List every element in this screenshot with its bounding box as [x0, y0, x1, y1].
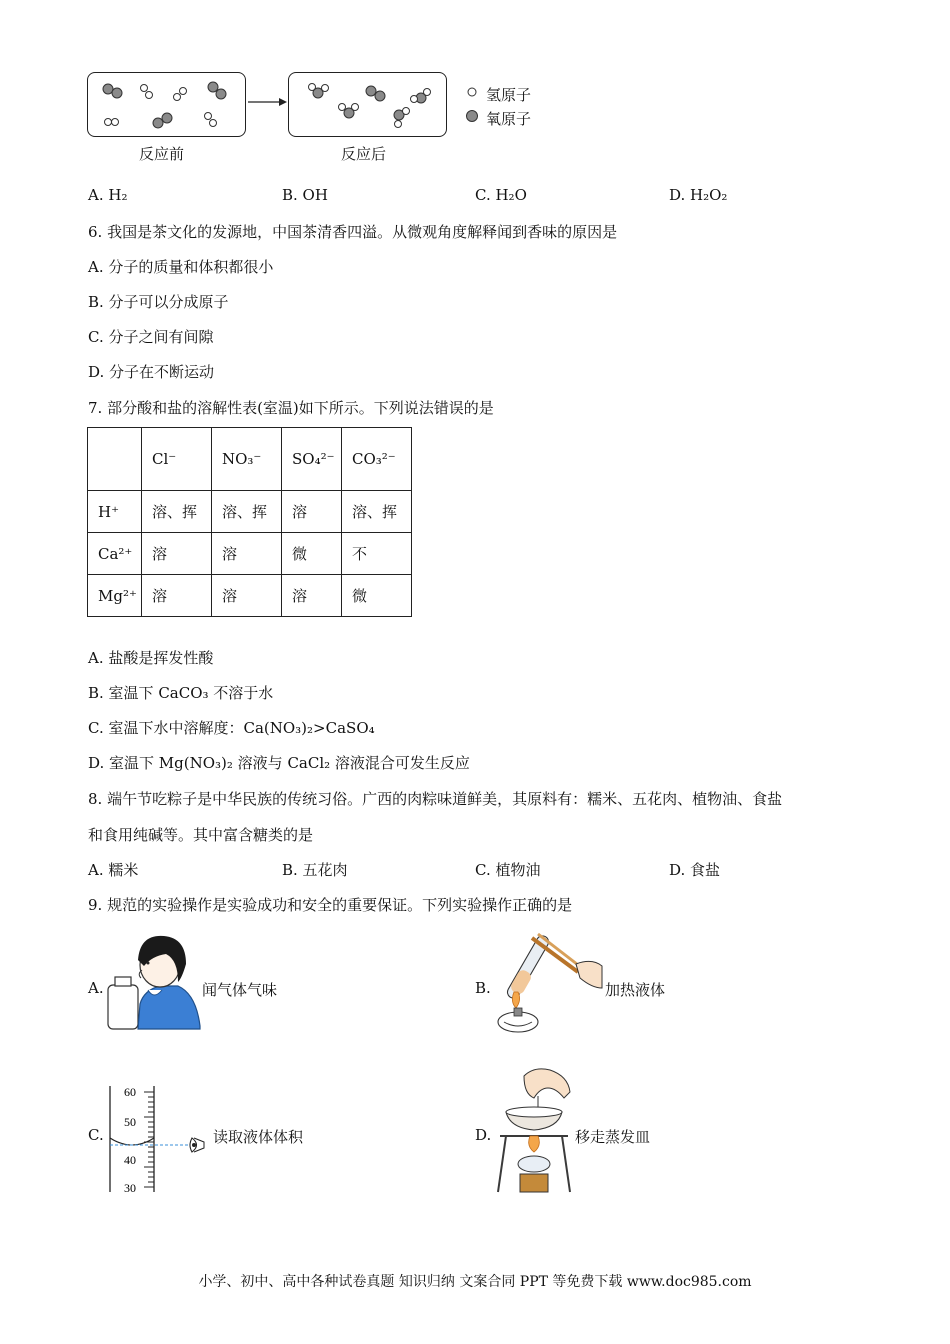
table-cell: 溶 [282, 575, 342, 617]
page-footer: 小学、初中、高中各种试卷真题 知识归纳 文案合同 PPT 等免费下载 www.doc985.com [198, 1274, 752, 1290]
table-cell: 溶、挥 [342, 491, 412, 533]
q9-option-c-letter: C. [88, 1126, 104, 1144]
table-row-header: Mg²⁺ [88, 575, 142, 617]
q6-option-d: D. 分子在不断运动 [88, 363, 215, 381]
measuring-cylinder-illustration [104, 1082, 212, 1194]
table-row-header: Ca²⁺ [88, 533, 142, 575]
water-molecule [411, 89, 431, 104]
q9-option-b-letter: B. [475, 979, 491, 997]
oxygen-molecule [103, 84, 122, 98]
table-cell: 溶、挥 [212, 491, 282, 533]
q5-option-b: B. OH [282, 186, 328, 204]
oxygen-molecule [366, 86, 385, 101]
table-corner-cell [88, 428, 142, 491]
q6-option-a: A. 分子的质量和体积都很小 [88, 258, 274, 276]
q8-option-a: A. 糯米 [88, 861, 139, 879]
before-label: 反应前 [139, 145, 185, 163]
table-cell: 溶 [212, 533, 282, 575]
table-cell: 溶 [142, 575, 212, 617]
tick-label: 30 [124, 1181, 136, 1194]
q9-option-d-letter: D. [475, 1126, 492, 1144]
table-header-cell: CO₃²⁻ [342, 428, 412, 491]
table-row [88, 533, 412, 575]
smell-gas-illustration [104, 930, 202, 1032]
q8-option-c: C. 植物油 [475, 861, 541, 879]
hydrogen-molecule [105, 119, 119, 126]
hydrogen-molecule [141, 85, 153, 99]
q9-option-d-caption: 移走蒸发皿 [575, 1128, 651, 1146]
water-molecule [394, 108, 410, 128]
table-cell: 溶 [212, 575, 282, 617]
q6-stem: 6. 我国是茶文化的发源地，中国茶清香四溢。从微观角度解释闻到香味的原因是 [88, 223, 618, 241]
oxygen-molecule [208, 82, 226, 99]
hydrogen-atom-icon [466, 86, 478, 98]
q8-option-d: D. 食盐 [669, 861, 721, 879]
q5-option-c: C. H₂O [475, 186, 527, 204]
q9-option-c-caption: 读取液体体积 [213, 1128, 304, 1146]
q7-stem: 7. 部分酸和盐的溶解性表(室温)如下所示。下列说法错误的是 [88, 399, 494, 417]
reaction-arrow [245, 96, 289, 108]
q8-option-b: B. 五花肉 [282, 861, 348, 879]
tick-label: 40 [124, 1153, 136, 1167]
q9-option-b-caption: 加热液体 [605, 981, 666, 999]
table-header-cell: Cl⁻ [142, 428, 212, 491]
water-molecule [309, 84, 329, 99]
q6-option-b: B. 分子可以分成原子 [88, 293, 229, 311]
legend-hydrogen-label: 氢原子 [486, 86, 532, 104]
q7-option-c: C. 室温下水中溶解度：Ca(NO₃)₂>CaSO₄ [88, 719, 375, 737]
table-row [88, 491, 412, 533]
q5-option-d: D. H₂O₂ [669, 186, 728, 204]
q6-option-c: C. 分子之间有间隙 [88, 328, 214, 346]
hydrogen-molecule [174, 88, 187, 101]
table-cell: 溶、挥 [142, 491, 212, 533]
q5-option-a: A. H₂ [88, 186, 128, 204]
evaporating-dish-illustration [494, 1064, 574, 1194]
oxygen-atom-icon [465, 109, 479, 123]
water-molecule [339, 104, 359, 119]
tick-label: 50 [124, 1115, 136, 1129]
after-label: 反应后 [341, 145, 387, 163]
table-header-cell: SO₄²⁻ [282, 428, 342, 491]
table-row [88, 575, 412, 617]
table-header-cell: NO₃⁻ [212, 428, 282, 491]
table-cell: 微 [282, 533, 342, 575]
q9-option-a-caption: 闻气体气味 [202, 981, 278, 999]
table-cell: 溶 [142, 533, 212, 575]
before-molecules [87, 72, 247, 138]
tick-label: 60 [124, 1085, 136, 1099]
q9-option-a-letter: A. [88, 979, 104, 997]
table-row-header: H⁺ [88, 491, 142, 533]
after-molecules [288, 72, 448, 138]
q7-option-a: A. 盐酸是挥发性酸 [88, 649, 214, 667]
table-cell: 溶 [282, 491, 342, 533]
heat-liquid-illustration [492, 926, 604, 1036]
solubility-table [87, 427, 412, 617]
oxygen-molecule [153, 113, 172, 128]
q8-stem-line1: 8. 端午节吃粽子是中华民族的传统习俗。广西的肉粽味道鲜美，其原料有：糯米、五花肉、植物油、食盐 [88, 790, 783, 808]
q7-option-b: B. 室温下 CaCO₃ 不溶于水 [88, 684, 274, 702]
legend-oxygen-label: 氧原子 [486, 110, 532, 128]
table-cell: 微 [342, 575, 412, 617]
q8-stem-line2: 和食用纯碱等。其中富含糖类的是 [88, 826, 314, 844]
hydrogen-molecule [205, 113, 217, 127]
q9-stem: 9. 规范的实验操作是实验成功和安全的重要保证。下列实验操作正确的是 [88, 896, 573, 914]
table-cell: 不 [342, 533, 412, 575]
q7-option-d: D. 室温下 Mg(NO₃)₂ 溶液与 CaCl₂ 溶液混合可发生反应 [88, 754, 470, 772]
